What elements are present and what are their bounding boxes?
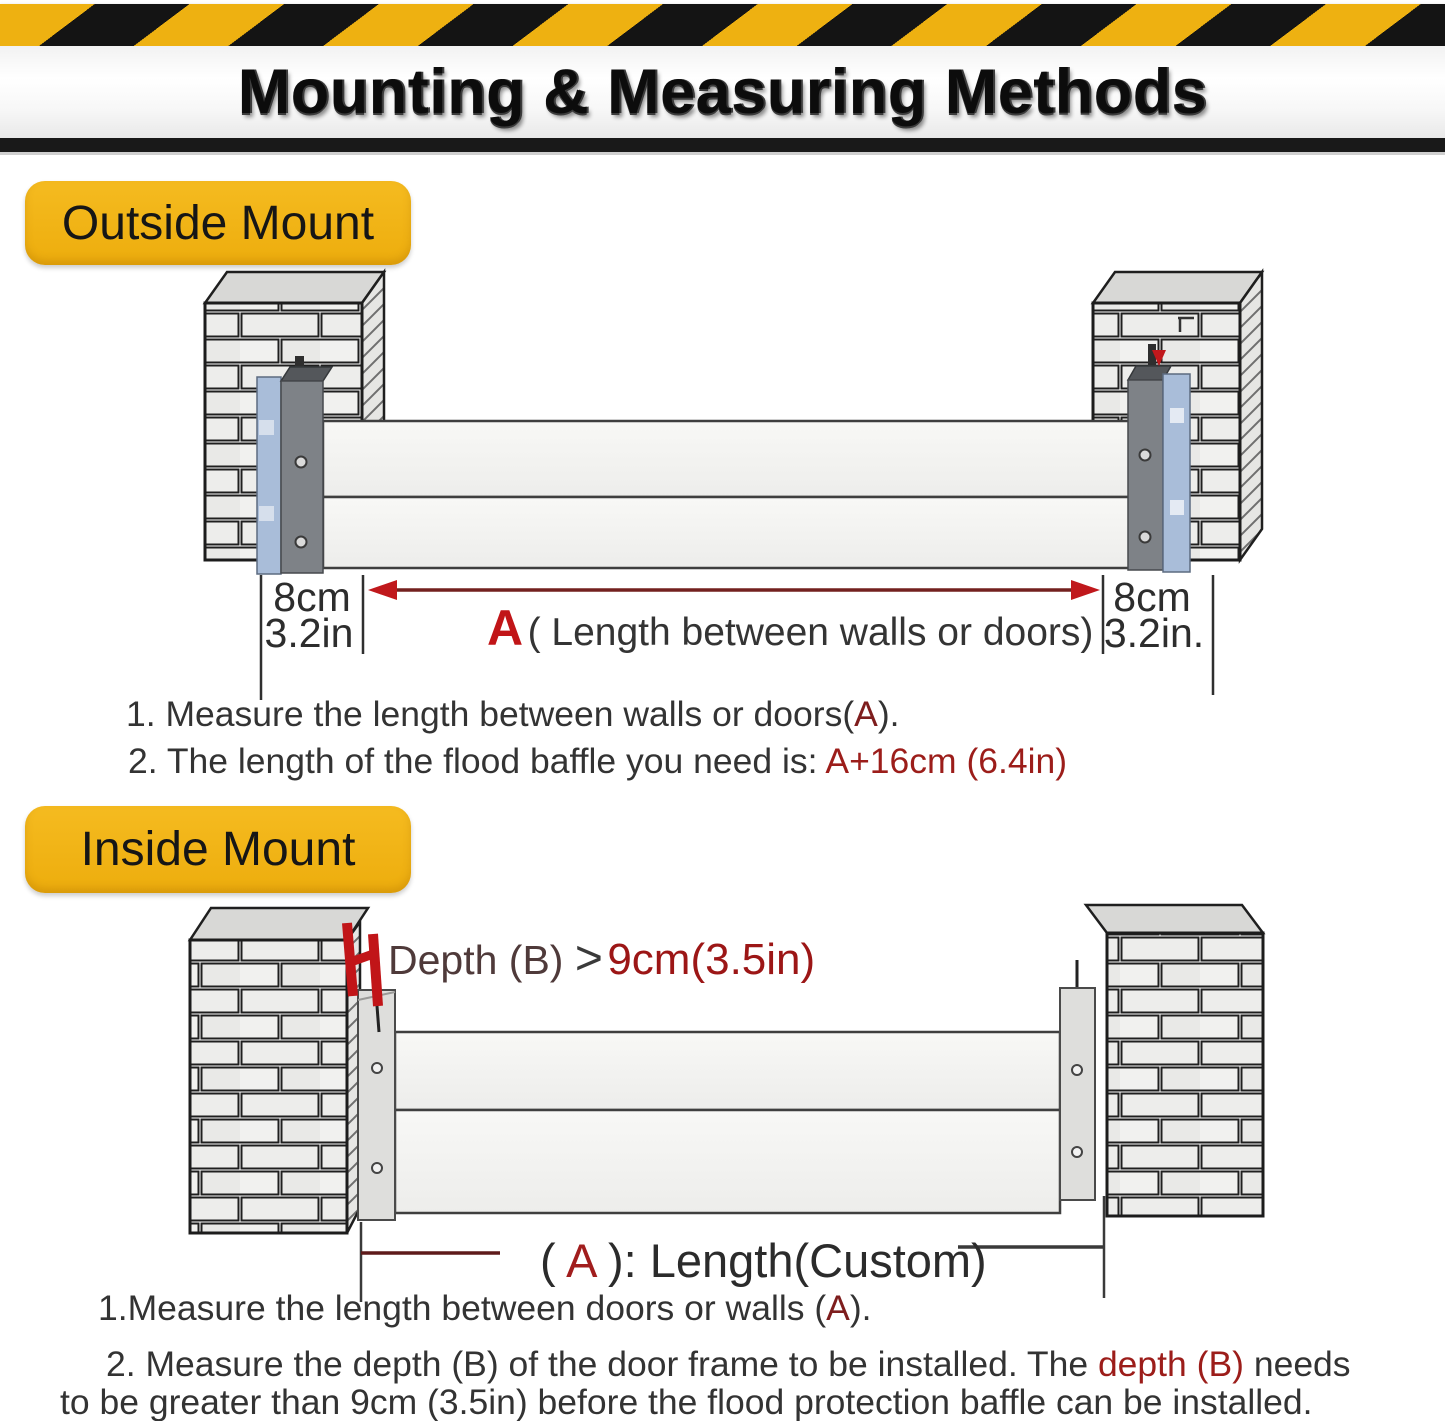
length-label-rest: ): Length(Custom) [607, 1234, 987, 1287]
length-label-a: A [566, 1234, 595, 1287]
outside-step-2: 2. The length of the flood baffle you need is: A+16cm (6.4in) [128, 741, 1068, 781]
screw [296, 457, 307, 468]
inside-step-2-line1: 2. Measure the depth (B) of the door frame to be installed. The depth (B) needs [106, 1344, 1351, 1384]
inside-mount-diagram [130, 900, 1370, 1320]
mount-channel-blue-right [1163, 374, 1190, 572]
brick-pillar-left [190, 908, 368, 1233]
length-label [540, 1234, 987, 1287]
flood-barrier-panels [323, 421, 1130, 568]
outside-mount-diagram [130, 262, 1320, 692]
depth-label-value: 9cm(3.5in) [607, 935, 816, 984]
screw [372, 1163, 382, 1173]
flood-barrier-panels [395, 1032, 1060, 1213]
page-title: Mounting & Measuring Methods [237, 57, 1208, 127]
span-label-a: A [487, 600, 524, 656]
brick-pillar-right [1086, 905, 1263, 1216]
screw [1140, 450, 1151, 461]
mount-assembly-left [257, 356, 332, 574]
outside-step-1: 1. Measure the length between walls or doors(A). [126, 694, 900, 734]
inside-step-2-line2: to be greater than 9cm (3.5in) before the flood protection baffle can be installed. [60, 1382, 1313, 1421]
frame-channel-left [358, 990, 395, 1220]
length-label-open: ( [540, 1234, 556, 1287]
inside-mount-badge-label: Inside Mount [80, 823, 356, 876]
mount-assembly-right [1128, 344, 1190, 572]
inside-step-1: 1.Measure the length between doors or walls (A). [98, 1288, 872, 1328]
mount-channel-blue-left [257, 377, 281, 574]
title-band [0, 46, 1445, 138]
gap-label-right-cm: 8cm [1113, 574, 1191, 620]
dimension-arrow [368, 580, 1100, 600]
gap-label-right-in: 3.2in. [1103, 610, 1205, 656]
title-underline-bar [0, 138, 1445, 155]
outside-mount-badge [25, 181, 411, 265]
screw [372, 1063, 382, 1073]
screw [296, 537, 307, 548]
gap-label-left-cm: 8cm [273, 574, 351, 620]
frame-channel-right [1060, 960, 1095, 1200]
screw [1072, 1147, 1082, 1157]
gap-label-left-in: 3.2in [264, 610, 354, 656]
inside-mount-badge [25, 806, 411, 893]
screw [1140, 532, 1151, 543]
hazard-stripe-band [0, 4, 1445, 46]
outside-mount-badge-label: Outside Mount [61, 196, 375, 250]
screw [1072, 1065, 1082, 1075]
span-label-text: ( Length between walls or doors) [527, 611, 1094, 654]
depth-label-prefix: Depth (B) [388, 937, 575, 983]
span-label [487, 600, 1093, 656]
greater-than-symbol: > [574, 932, 603, 985]
depth-label [388, 932, 815, 985]
